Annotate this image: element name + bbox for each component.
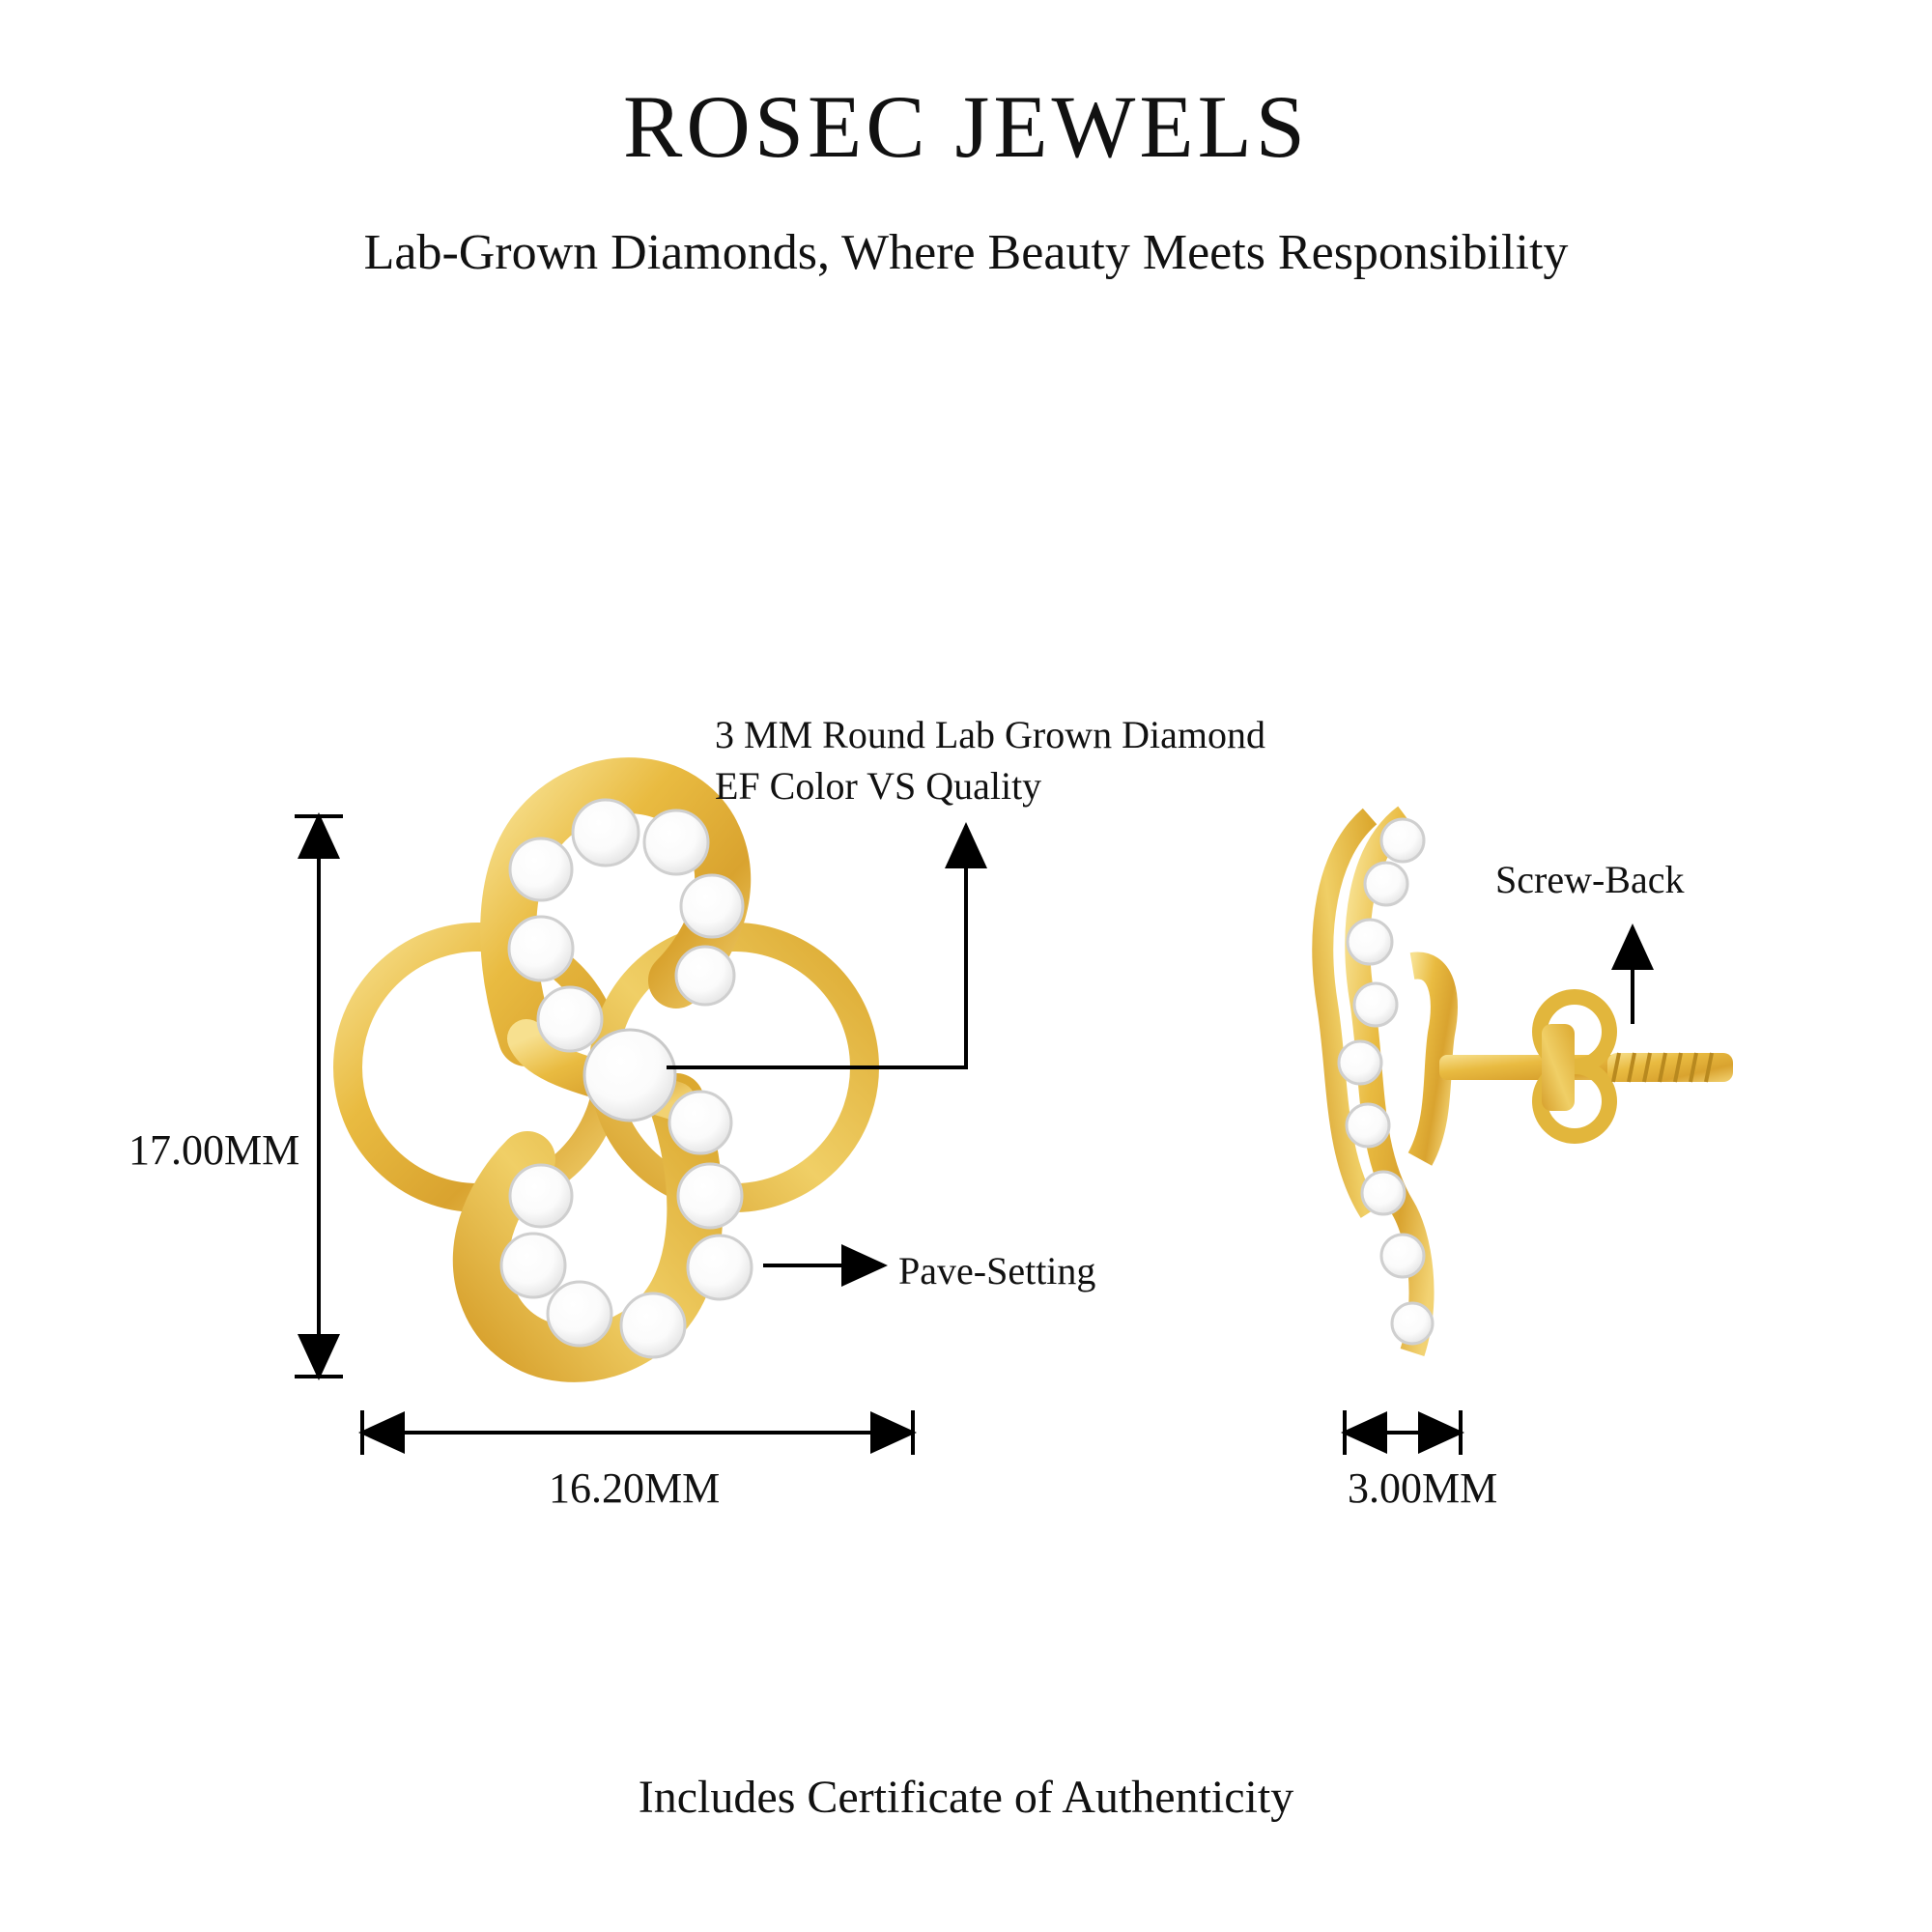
dimension-depth-label: 3.00MM — [1348, 1464, 1498, 1512]
threaded-post — [1607, 1053, 1733, 1082]
dimension-height-label: 17.00MM — [128, 1126, 300, 1174]
annotation-diamond — [715, 710, 1265, 812]
page-title: ROSEC JEWELS — [623, 77, 1309, 176]
pave-diamonds-lower — [501, 1092, 752, 1357]
pave-diamonds-upper — [509, 800, 743, 1051]
annotation-back: Screw-Back — [1495, 858, 1685, 901]
side-pave-diamonds — [1339, 819, 1433, 1344]
annotation-diamond-line1: 3 MM Round Lab Grown Diamond — [715, 713, 1265, 756]
annotation-setting: Pave-Setting — [898, 1249, 1096, 1293]
annotation-diamond-line2: EF Color VS Quality — [715, 763, 1042, 808]
certificate-note: Includes Certificate of Authenticity — [638, 1772, 1294, 1823]
dimension-width-label: 16.20MM — [549, 1464, 721, 1512]
dimension-lines — [295, 816, 1461, 1455]
front-view-group — [348, 785, 865, 1357]
page-subtitle: Lab-Grown Diamonds, Where Beauty Meets Responsibility — [363, 225, 1569, 280]
screw-back-nut — [1540, 997, 1609, 1136]
center-diamond — [584, 1030, 675, 1121]
leader-lines — [667, 826, 1633, 1265]
